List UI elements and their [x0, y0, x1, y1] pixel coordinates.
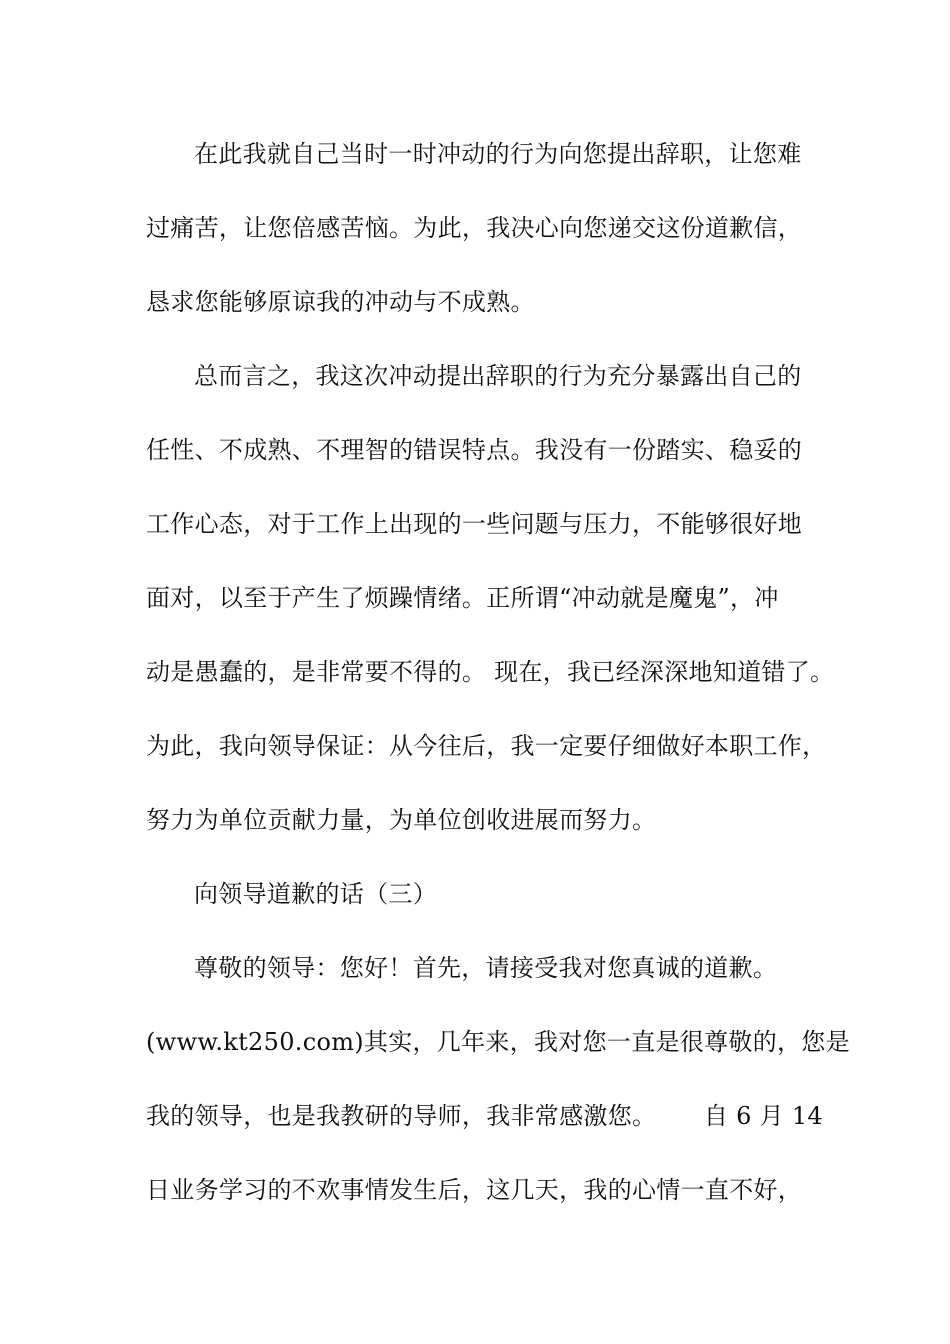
paragraph-line: (www.kt250.com)其实，几年来，我对您一直是很尊敬的，您是	[146, 1028, 850, 1056]
section-heading: 向领导道歉的话（三）	[194, 880, 437, 908]
paragraph-line: 在此我就自己当时一时冲动的行为向您提出辞职，让您难	[194, 140, 802, 168]
paragraph-line: 我的领导，也是我教研的导师，我非常感激您。 自 6 月 14	[146, 1102, 823, 1130]
paragraph-line: 日业务学习的不欢事情发生后，这几天，我的心情一直不好，	[146, 1176, 803, 1204]
paragraph-line: 为此，我向领导保证：从今往后，我一定要仔细做好本职工作，	[146, 732, 827, 760]
paragraph-line: 努力为单位贡献力量，为单位创收进展而努力。	[146, 806, 657, 834]
paragraph-line: 工作心态，对于工作上出现的一些问题与压力，不能够很好地	[146, 510, 803, 538]
paragraph-line: 面对，以至于产生了烦躁情绪。正所谓“冲动就是魔鬼”，冲	[146, 584, 779, 612]
paragraph-line: 过痛苦，让您倍感苦恼。为此，我决心向您递交这份道歉信，	[146, 214, 803, 242]
paragraph-line: 动是愚蠢的，是非常要不得的。 现在，我已经深深地知道错了。	[146, 658, 835, 686]
paragraph-line: 任性、不成熟、不理智的错误特点。我没有一份踏实、稳妥的	[146, 436, 803, 464]
paragraph-line: 尊敬的领导：您好！首先，请接受我对您真诚的道歉。	[194, 954, 778, 982]
paragraph-line: 恳求您能够原谅我的冲动与不成熟。	[146, 288, 535, 316]
paragraph-line: 总而言之，我这次冲动提出辞职的行为充分暴露出自己的	[194, 362, 802, 390]
